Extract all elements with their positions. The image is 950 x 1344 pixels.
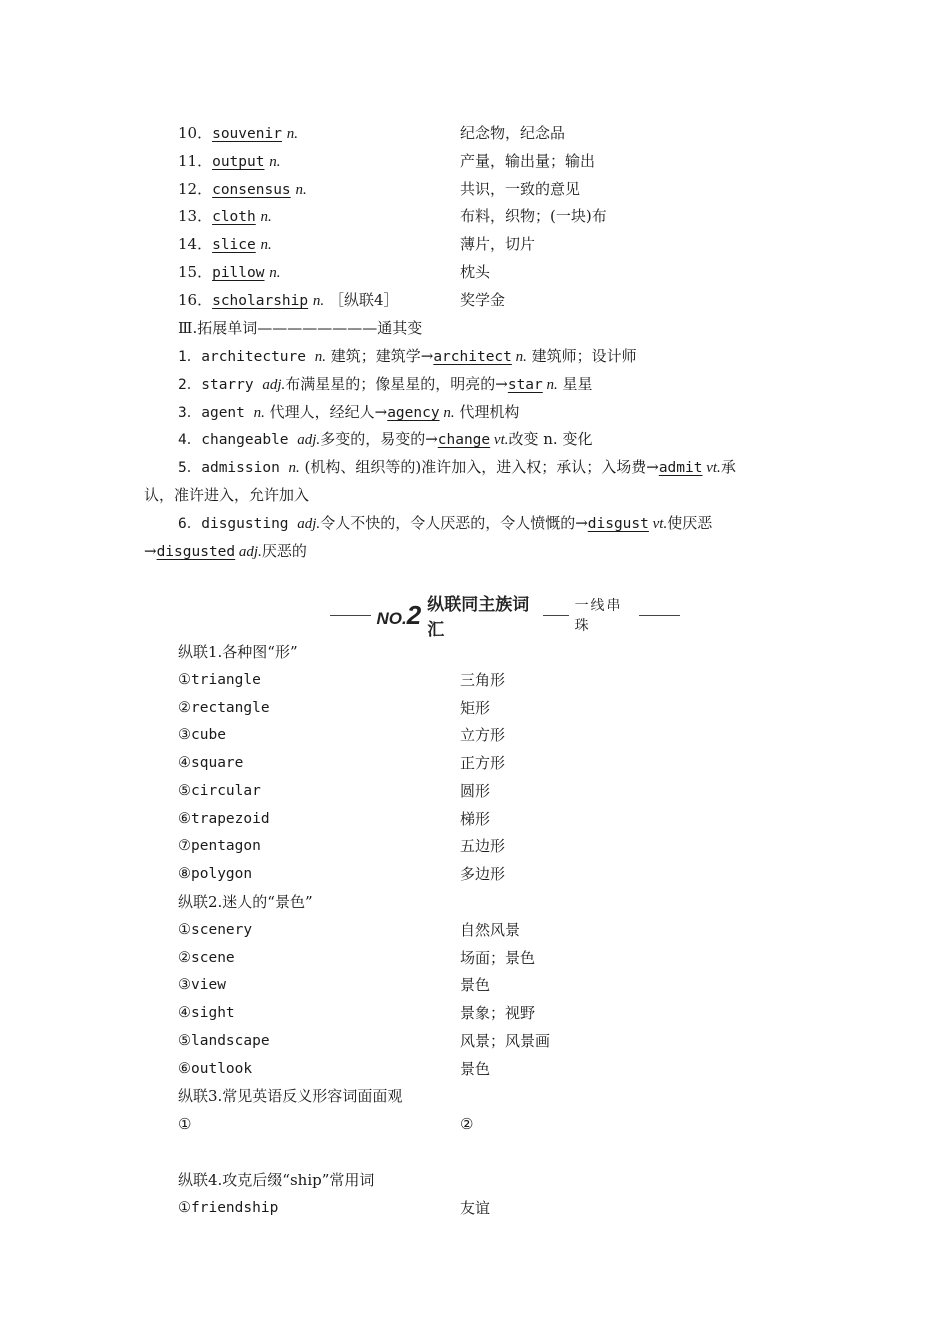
vocab-word: scholarship (212, 293, 309, 309)
heading-rule-mid (543, 615, 569, 616)
vocab-item-14: 14．slice n. (178, 235, 272, 253)
heading-rule-left (330, 615, 371, 616)
group-word: ⑧polygon (178, 866, 253, 882)
group-word: ①scenery (178, 922, 253, 938)
vocab-item-13: 13．cloth n. (178, 207, 272, 225)
group-word: ⑥trapezoid (178, 811, 270, 827)
vocab-meaning-13: 布料，织物；(一块)布 (460, 207, 607, 225)
group-word: ②scene (178, 950, 235, 966)
group-word: ④square (178, 755, 244, 771)
vocab-meaning-10: 纪念物，纪念品 (460, 124, 566, 142)
heading-number: NO.2 (376, 599, 422, 630)
group-meaning: 景色 (460, 976, 491, 994)
section-3-title: Ⅲ.拓展单词————————通其变 (178, 319, 423, 337)
group-word: ④sight (178, 1005, 235, 1021)
group-meaning: 立方形 (460, 726, 506, 744)
expand-word: star (507, 377, 543, 393)
group-meaning: 正方形 (460, 754, 506, 772)
expand-word: architect (433, 349, 512, 365)
group-title: 纵联1.各种图“形” (178, 643, 298, 661)
expand-word: admit (658, 460, 703, 476)
vocab-item-10: 10．souvenir n. (178, 124, 298, 142)
heading-title: 纵联同主族词汇 (427, 595, 530, 640)
group-word: ③cube (178, 727, 226, 743)
group-title: 纵联4.攻克后缀“ship”常用词 (178, 1171, 375, 1189)
group-meaning: 景色 (460, 1060, 491, 1078)
group-meaning: 矩形 (460, 699, 491, 717)
group-meaning: 五边形 (460, 837, 506, 855)
vocab-item-15: 15．pillow n. (178, 263, 281, 281)
expand-word: disgust (587, 516, 649, 532)
group-meaning: 多边形 (460, 865, 506, 883)
vocab-word: pillow (212, 265, 265, 281)
group-meaning: 景象；视野 (460, 1004, 536, 1022)
expand-word: agency (387, 405, 440, 421)
section-heading (330, 595, 680, 640)
group-meaning: 友谊 (460, 1199, 491, 1217)
group-word: ①triangle (178, 672, 261, 688)
group-meaning: ② (460, 1115, 474, 1133)
heading-subtitle: 一线串珠 (574, 598, 623, 634)
expand-item-6: 6．disgusting adj.令人不快的，令人厌恶的，令人愤慨的→disgust vt.使厌恶 (178, 514, 713, 532)
group-word: ⑤circular (178, 783, 261, 799)
vocab-item-16: 16．scholarship n. ［纵联4］ (178, 291, 399, 309)
vocab-word: souvenir (212, 126, 282, 142)
group-title: 纵联2.迷人的“景色” (178, 893, 313, 911)
group-meaning: 圆形 (460, 782, 491, 800)
expand-item-5-cont: 认，准许进入，允许加入 (144, 486, 310, 504)
group-word: ⑦pentagon (178, 838, 261, 854)
group-meaning: 自然风景 (460, 921, 521, 939)
group-word: ⑤landscape (178, 1033, 270, 1049)
group-meaning: 场面；景色 (460, 949, 536, 967)
vocab-word: output (212, 154, 265, 170)
group-meaning: 三角形 (460, 671, 506, 689)
expand-item-6-cont: →disgusted adj.厌恶的 (144, 542, 307, 560)
vocab-word: consensus (212, 182, 291, 198)
expand-item-3: 3．agent n. 代理人，经纪人→agency n. 代理机构 (178, 403, 520, 421)
vocab-item-12: 12．consensus n. (178, 180, 307, 198)
group-word: ③view (178, 977, 226, 993)
vocab-meaning-12: 共识，一致的意见 (460, 180, 581, 198)
vocab-meaning-14: 薄片，切片 (460, 235, 536, 253)
vocab-meaning-15: 枕头 (460, 263, 491, 281)
expand-word: disgusted (156, 544, 236, 560)
expand-item-5: 5．admission n. (机构、组织等的)准许加入，进入权；承认；入场费→admit vt.承 (178, 458, 736, 476)
group-meaning: 梯形 (460, 810, 491, 828)
group-word: ②rectangle (178, 700, 270, 716)
expand-item-2: 2．starry adj.布满星星的；像星星的，明亮的→star n. 星星 (178, 375, 593, 393)
vocab-meaning-11: 产量，输出量；输出 (460, 152, 596, 170)
vocab-item-11: 11．output n. (178, 152, 281, 170)
vocab-word: slice (212, 237, 256, 253)
expand-item-4: 4．changeable adj.多变的，易变的→change vt.改变 n. 变化 (178, 430, 593, 448)
group-meaning: 风景；风景画 (460, 1032, 551, 1050)
expand-word: change (437, 432, 491, 448)
vocab-meaning-16: 奖学金 (460, 291, 506, 309)
group-word: ⑥outlook (178, 1061, 253, 1077)
vocab-word: cloth (212, 209, 256, 225)
group-title: 纵联3.常见英语反义形容词面面观 (178, 1087, 403, 1105)
group-word: ① (178, 1115, 192, 1133)
heading-rule-right (639, 615, 680, 616)
group-word: ①friendship (178, 1200, 279, 1216)
expand-item-1: 1．architecture n. 建筑；建筑学→architect n. 建筑师；设计师 (178, 347, 637, 365)
